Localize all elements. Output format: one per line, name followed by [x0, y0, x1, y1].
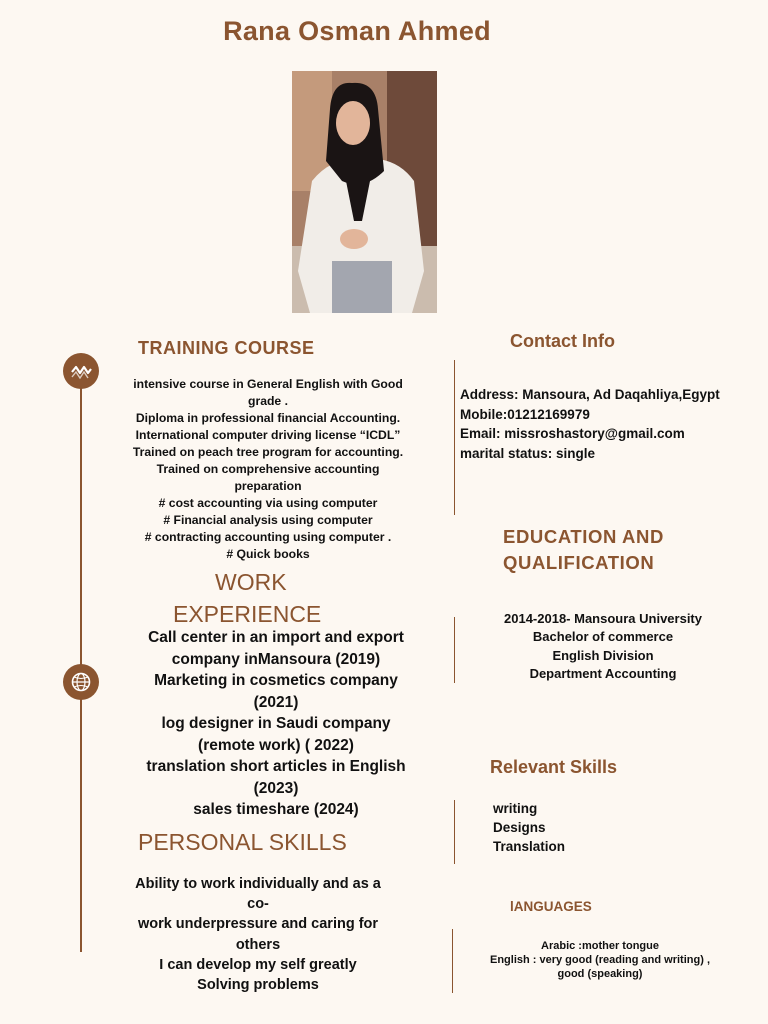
list-item: Arabic :mother tongue [541, 940, 659, 952]
list-item: sales timeshare (2024) [193, 801, 359, 818]
list-item: Designs [493, 820, 546, 836]
work-title-line2: EXPERIENCE [173, 601, 322, 627]
list-item: # Quick books [226, 547, 310, 561]
list-item: grade . [248, 394, 288, 408]
training-list [98, 376, 438, 563]
profile-photo [292, 71, 437, 313]
list-item: Diploma in professional financial Accounting. [135, 411, 401, 425]
education-title [503, 524, 664, 576]
list-item: Translation [493, 839, 566, 855]
list-item: English Division [552, 647, 654, 663]
list-item: English : very good (reading and writing) , [489, 954, 710, 966]
relevant-skills-title: Relevant Skills [490, 757, 618, 777]
contact-email: Email: missroshastory@gmail.com [460, 426, 685, 441]
list-item: # cost accounting via using computer [158, 496, 378, 510]
personal-skills-list [88, 874, 428, 995]
languages-divider [452, 929, 453, 993]
personal-skills-title: PERSONAL SKILLS [138, 829, 347, 855]
list-item: Department Accounting [529, 665, 677, 681]
list-item: intensive course in General English with Good [133, 377, 403, 391]
list-item: log designer in Saudi company [161, 715, 391, 732]
contact-mobile: Mobile:01212169979 [460, 406, 590, 422]
list-item: Ability to work individually and as a [135, 876, 381, 892]
contact-list [460, 385, 768, 463]
contact-divider [454, 360, 455, 515]
list-item: International computer driving license “ICDL” [135, 428, 401, 442]
list-item: I can develop my self greatly [159, 956, 357, 973]
skills-divider [454, 800, 455, 864]
list-item: others [235, 936, 281, 953]
education-list [468, 610, 738, 683]
list-item: co- [247, 896, 269, 913]
relevant-skills-list [493, 799, 693, 857]
list-item: # contracting accounting using computer . [144, 530, 392, 544]
list-item: (remote work) ( 2022) [198, 736, 354, 754]
work-list [106, 627, 446, 821]
list-item: preparation [234, 479, 302, 493]
list-item: (2021) [253, 693, 299, 711]
languages-title: lANGUAGES [510, 899, 592, 914]
education-title-line1: EDUCATION AND [503, 526, 664, 547]
training-title: TRAINING COURSE [138, 338, 315, 358]
list-item: Trained on peach tree program for accounting. [132, 445, 404, 459]
list-item: Solving problems [197, 977, 319, 994]
profile-photo-illustration [292, 71, 437, 313]
contact-marital-status: marital status: single [460, 445, 596, 461]
list-item: writing [493, 801, 538, 816]
education-title-line2: QUALIFICATION [503, 552, 655, 573]
list-item: Call center in an import and export [148, 629, 404, 646]
globe-icon [63, 664, 99, 700]
languages-list [460, 939, 740, 981]
list-item: company inMansoura (2019) [171, 650, 381, 668]
list-item: work underpressure and caring for [137, 916, 379, 933]
list-item: Trained on comprehensive accounting [156, 462, 380, 476]
list-item: (2023) [253, 779, 299, 797]
wave-chart-icon [63, 353, 99, 389]
list-item: Marketing in cosmetics company [154, 672, 398, 689]
page-title: Rana Osman Ahmed [223, 16, 491, 46]
list-item: good (speaking) [557, 968, 643, 980]
timeline-line [80, 368, 82, 952]
contact-title: Contact Info [510, 331, 615, 351]
work-title-line1: WORK [215, 569, 287, 595]
contact-address: Address: Mansoura, Ad Daqahliya,Egypt [460, 387, 720, 402]
list-item: 2014-2018- Mansoura University [504, 611, 702, 626]
list-item: # Financial analysis using computer [163, 513, 373, 527]
list-item: Bachelor of commerce [532, 629, 674, 645]
list-item: translation short articles in English [146, 758, 406, 775]
education-divider [454, 617, 455, 683]
